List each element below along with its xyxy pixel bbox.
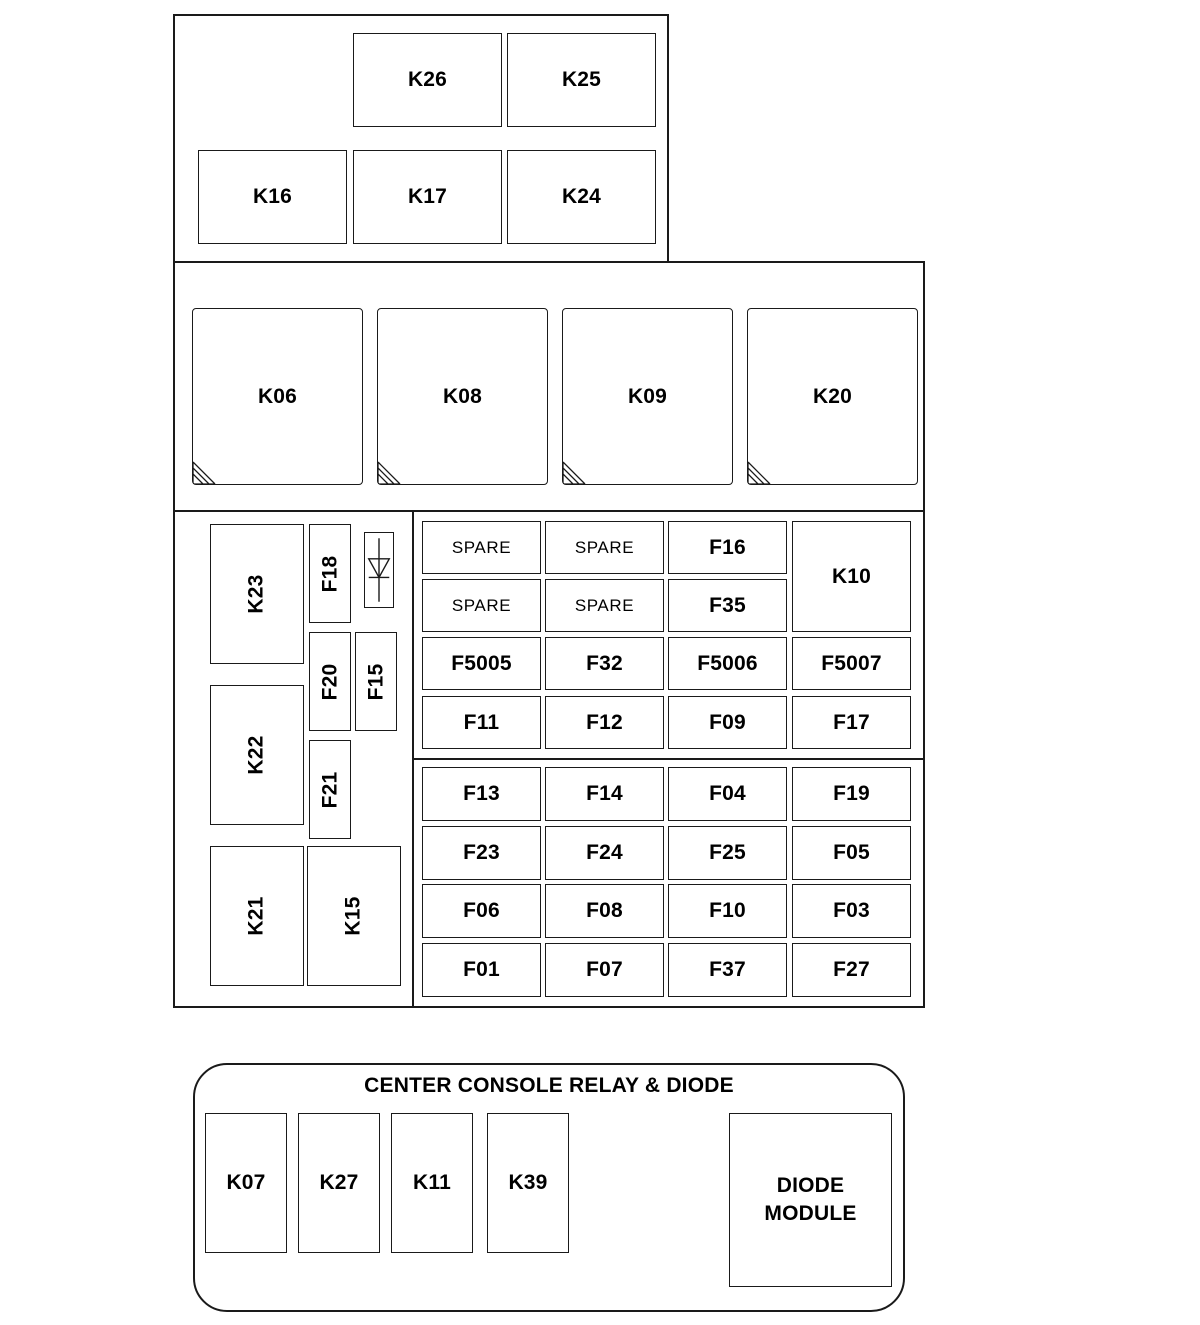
fuse-spare[interactable] (422, 579, 541, 632)
relay-label: K21 (245, 896, 268, 936)
fuse-f11[interactable] (422, 696, 541, 749)
fuse-label: F25 (709, 841, 746, 864)
fuse-spare[interactable] (422, 521, 541, 574)
diode-icon (364, 532, 394, 608)
fuse-label: F24 (586, 841, 623, 864)
fuse-label: F5007 (821, 651, 882, 675)
relay-k07[interactable] (205, 1113, 287, 1253)
fuse-f19[interactable] (792, 767, 911, 821)
fuse-f5007[interactable] (792, 637, 911, 690)
fuse-f12[interactable] (545, 696, 664, 749)
fuse-f32[interactable] (545, 637, 664, 690)
relay-k24[interactable] (507, 150, 656, 244)
relay-label: K24 (561, 185, 602, 208)
fuse-label: SPARE (574, 537, 635, 557)
fuse-f24[interactable] (545, 826, 664, 880)
fuse-f35[interactable] (668, 579, 787, 632)
relay-label: K39 (508, 1171, 548, 1194)
relay-label: K08 (442, 384, 483, 408)
fuse-f01[interactable] (422, 943, 541, 997)
relay-k15[interactable] (307, 846, 401, 986)
fuse-label: F5006 (697, 651, 758, 675)
relay-label: K07 (226, 1171, 266, 1194)
fuse-label: F07 (586, 958, 623, 981)
relay-k39[interactable] (487, 1113, 569, 1253)
fuse-label: F35 (709, 593, 746, 617)
relay-label: K10 (831, 564, 872, 588)
relay-label: K23 (245, 574, 268, 614)
fuse-label: F37 (709, 958, 746, 981)
fuse-label: SPARE (451, 537, 512, 557)
relay-label: K25 (561, 68, 602, 91)
fuse-f5005[interactable] (422, 637, 541, 690)
fuse-f09[interactable] (668, 696, 787, 749)
fuse-f18[interactable] (309, 524, 351, 623)
fuse-label: F14 (586, 782, 623, 805)
fuse-label: F15 (363, 663, 387, 700)
diode-module-label-line1: DIODE (776, 1174, 845, 1197)
fuse-f20[interactable] (309, 632, 351, 731)
fuse-f05[interactable] (792, 826, 911, 880)
hatch-corner-icon (748, 458, 774, 484)
fuse-label: F03 (833, 899, 870, 922)
fuse-label: F05 (833, 841, 870, 864)
relay-k17[interactable] (353, 150, 502, 244)
fuse-label: F17 (833, 710, 870, 734)
fuse-f13[interactable] (422, 767, 541, 821)
fuse-label: F27 (833, 958, 870, 981)
fuse-label: F23 (463, 841, 500, 864)
fuse-f5006[interactable] (668, 637, 787, 690)
relay-k16[interactable] (198, 150, 347, 244)
relay-label: K06 (257, 384, 298, 408)
fuse-spare[interactable] (545, 579, 664, 632)
fuse-f04[interactable] (668, 767, 787, 821)
fuse-spare[interactable] (545, 521, 664, 574)
relay-k09[interactable] (562, 308, 733, 485)
relay-k27[interactable] (298, 1113, 380, 1253)
relay-k23[interactable] (210, 524, 304, 664)
relay-label: K27 (319, 1171, 359, 1194)
relay-label: K09 (627, 384, 668, 408)
relay-label: K16 (252, 185, 293, 208)
fuse-label: F21 (317, 771, 341, 808)
relay-label: K11 (413, 1171, 451, 1194)
fuse-f07[interactable] (545, 943, 664, 997)
diode-module-label-line2: MODULE (764, 1202, 857, 1225)
relay-label: K26 (407, 68, 448, 91)
fuse-f37[interactable] (668, 943, 787, 997)
relay-k22[interactable] (210, 685, 304, 825)
fuse-label: F10 (709, 899, 746, 922)
fuse-label: F08 (586, 899, 623, 922)
hatch-corner-icon (563, 458, 589, 484)
fuse-label: F12 (586, 710, 623, 734)
fuse-label: F5005 (451, 651, 512, 675)
relay-label: K15 (342, 896, 365, 936)
fuse-label: SPARE (574, 595, 635, 615)
console-title: CENTER CONSOLE RELAY & DIODE (364, 1074, 734, 1097)
hatch-corner-icon (193, 458, 219, 484)
fuse-label: F06 (463, 899, 500, 922)
fuse-f14[interactable] (545, 767, 664, 821)
fuse-f23[interactable] (422, 826, 541, 880)
fuse-f21[interactable] (309, 740, 351, 839)
hatch-corner-icon (378, 458, 404, 484)
fuse-label: F11 (463, 710, 500, 734)
fuse-f25[interactable] (668, 826, 787, 880)
fuse-f17[interactable] (792, 696, 911, 749)
fuse-label: F19 (833, 782, 870, 805)
fuse-label: F16 (709, 535, 746, 559)
fuse-f27[interactable] (792, 943, 911, 997)
fuse-label: F20 (317, 663, 341, 700)
fuse-f06[interactable] (422, 884, 541, 938)
fuse-f10[interactable] (668, 884, 787, 938)
relay-k10[interactable] (792, 521, 911, 632)
relay-label: K20 (812, 384, 853, 408)
fuse-f16[interactable] (668, 521, 787, 574)
relay-k25[interactable] (507, 33, 656, 127)
relay-k11[interactable] (391, 1113, 473, 1253)
relay-label: K17 (407, 185, 448, 208)
relay-label: K22 (245, 735, 268, 775)
fuse-label: F13 (463, 782, 500, 805)
relay-k21[interactable] (210, 846, 304, 986)
fuse-label: F04 (709, 782, 746, 805)
fuse-label: F01 (463, 958, 500, 981)
fuse-f15[interactable] (355, 632, 397, 731)
fuse-f08[interactable] (545, 884, 664, 938)
fuse-label: F09 (709, 710, 746, 734)
relay-k26[interactable] (353, 33, 502, 127)
relay-k08[interactable] (377, 308, 548, 485)
diode-module[interactable] (729, 1113, 892, 1287)
fuse-f03[interactable] (792, 884, 911, 938)
fuse-label: F32 (586, 651, 623, 675)
relay-k06[interactable] (192, 308, 363, 485)
fuse-label: F18 (317, 555, 341, 592)
relay-k20[interactable] (747, 308, 918, 485)
fuse-label: SPARE (451, 595, 512, 615)
